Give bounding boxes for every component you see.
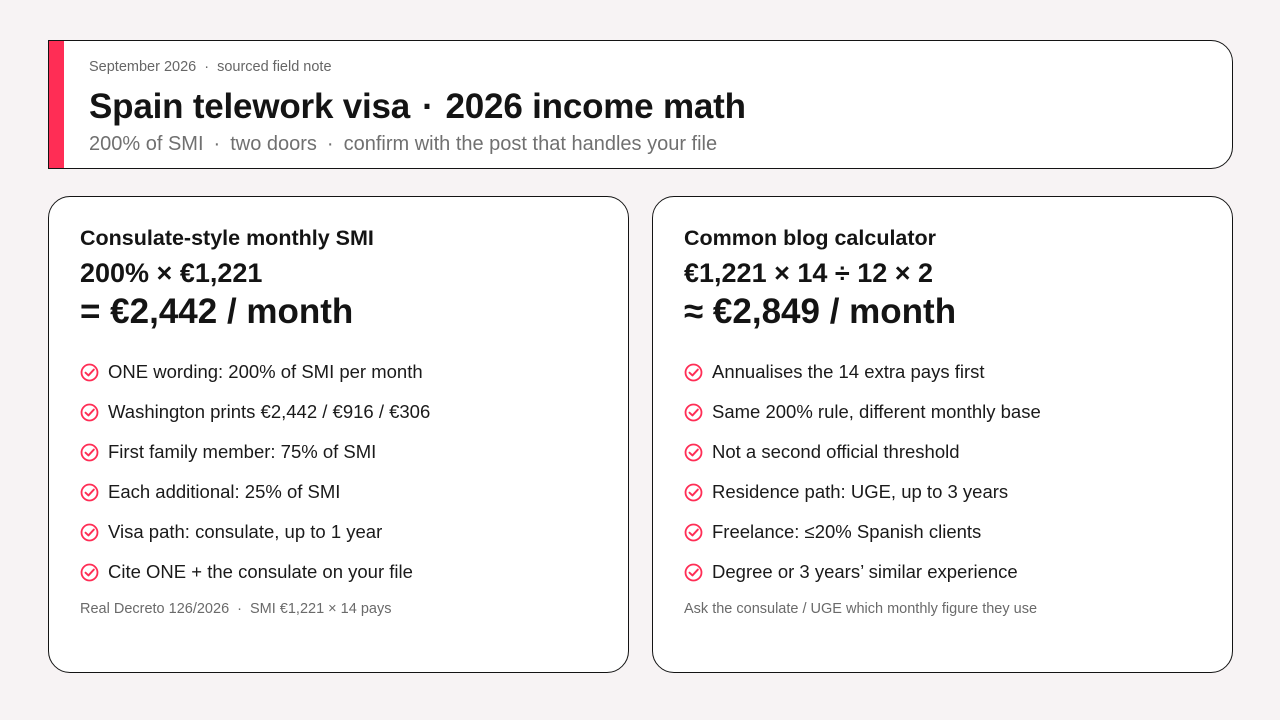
list-item-text: Degree or 3 years’ similar experience [712, 561, 1018, 582]
check-circle-icon [80, 523, 99, 542]
check-circle-icon [684, 523, 703, 542]
check-list [80, 352, 430, 592]
page-title [89, 87, 746, 127]
list-item [80, 472, 430, 512]
check-circle-icon [80, 363, 99, 382]
list-item [684, 552, 1041, 592]
list-item-text: Washington prints €2,442 / €916 / €306 [108, 401, 431, 422]
list-item-text: Not a second official threshold [712, 441, 960, 462]
check-circle-icon [684, 443, 703, 462]
list-item [684, 352, 1041, 392]
check-circle-icon [684, 403, 703, 422]
list-item-text: Cite ONE + the consulate on your file [108, 561, 413, 582]
list-item [684, 432, 1041, 472]
card-footnote [80, 601, 391, 617]
list-item [684, 472, 1041, 512]
footnote-part: Real Decreto 126/2026 [80, 601, 230, 617]
list-item [80, 432, 430, 472]
list-item-text: Annualises the 14 extra pays first [712, 361, 985, 382]
list-item-text: First family member: 75% of SMI [108, 441, 377, 462]
subtitle-part: 200% of SMI [89, 133, 204, 155]
card-footnote: Ask the consulate / UGE which monthly figure they use [684, 601, 1038, 617]
check-circle-icon [80, 563, 99, 582]
header-meta [89, 59, 332, 75]
card-result: ≈ €2,849 / month [684, 292, 957, 331]
separator-dot: · [213, 133, 221, 155]
page-subtitle [89, 133, 717, 156]
card-heading: Consulate-style monthly SMI [80, 226, 374, 250]
accent-bar [49, 41, 64, 168]
page-title-secondary: 2026 income math [445, 87, 746, 126]
card-result: = €2,442 / month [80, 292, 354, 331]
check-circle-icon [684, 483, 703, 502]
list-item-text: Visa path: consulate, up to 1 year [108, 521, 383, 542]
footnote-part: SMI €1,221 × 14 pays [249, 601, 392, 617]
check-circle-icon [80, 403, 99, 422]
subtitle-part: two doors [230, 133, 317, 155]
list-item [684, 392, 1041, 432]
separator-dot: · [326, 133, 334, 155]
header-date: September 2026 [89, 59, 197, 75]
list-item-text: Residence path: UGE, up to 3 years [712, 481, 1009, 502]
check-circle-icon [684, 363, 703, 382]
card-formula: €1,221 × 14 ÷ 12 × 2 [684, 258, 934, 288]
list-item [80, 552, 430, 592]
check-circle-icon [684, 563, 703, 582]
subtitle-part: confirm with the post that handles your file [343, 133, 718, 155]
blog-calculator-card [652, 196, 1233, 673]
check-list [684, 352, 1041, 592]
list-item [80, 392, 430, 432]
header-tag: sourced field note [217, 59, 332, 75]
page-title-main: Spain telework visa [89, 87, 411, 126]
list-item [80, 352, 430, 392]
card-heading: Common blog calculator [684, 226, 937, 250]
consulate-card [48, 196, 629, 673]
list-item-text: Each additional: 25% of SMI [108, 481, 341, 502]
list-item [80, 512, 430, 552]
header-card [48, 40, 1233, 169]
list-item-text: Freelance: ≤20% Spanish clients [712, 521, 982, 542]
check-circle-icon [80, 443, 99, 462]
list-item [684, 512, 1041, 552]
card-formula: 200% × €1,221 [80, 258, 263, 288]
check-circle-icon [80, 483, 99, 502]
separator-dot: · [422, 87, 434, 126]
list-item-text: ONE wording: 200% of SMI per month [108, 361, 423, 382]
separator-dot: · [204, 59, 210, 75]
list-item-text: Same 200% rule, different monthly base [712, 401, 1041, 422]
separator-dot: · [237, 601, 242, 617]
